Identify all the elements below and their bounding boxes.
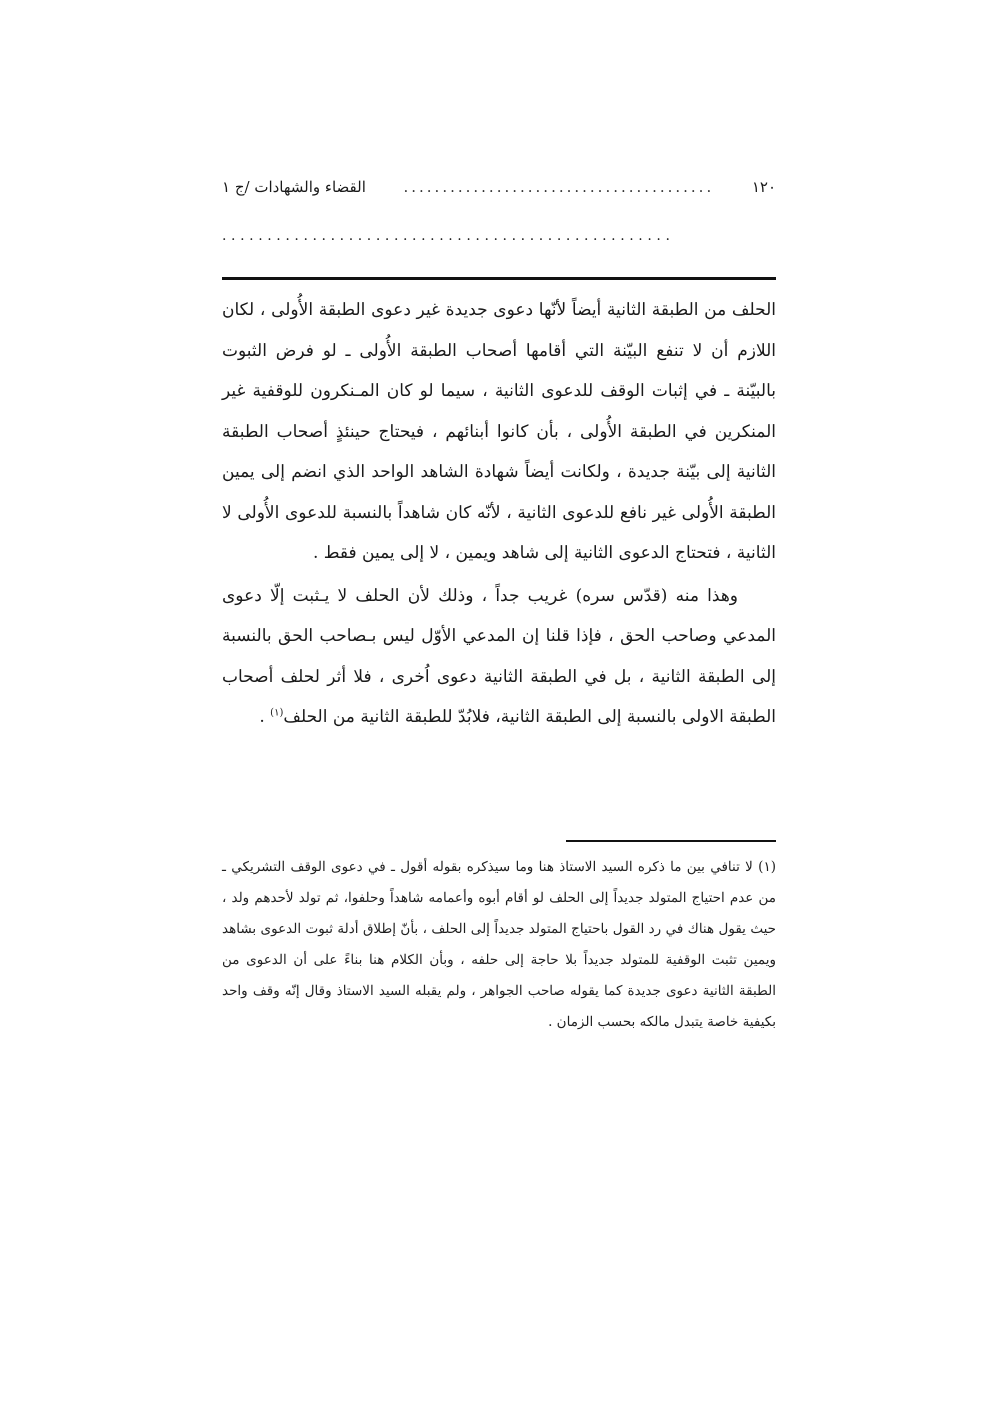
footnote-rule <box>566 840 776 842</box>
footnote-reference: (١) <box>270 707 284 719</box>
paragraph-text: وهذا منه (قدّس سره) غريب جداً ، وذلك لأن الحلف لا يـثبت إلّا دعوى المدعي وصاحب الحق ، فإذا قلنا إن المدعي الأوّل ليس بـصاحب الحق بالنسبة إلى الطبقة الثانية ، بل في الطبقة الثانية دعوى اُخرى ، فلا أثر لحلف أصحاب الطبقة الاولى بالنسبة إلى الطبقة الثانية، فلابُدّ للطبقة الثانية من الحلف <box>222 585 776 727</box>
separator-dots: .................................................. <box>222 228 675 244</box>
main-text <box>222 290 776 738</box>
paragraph-end: . <box>259 707 271 727</box>
page-number: ١٢٠ <box>751 178 776 196</box>
paragraph <box>222 576 776 738</box>
running-header <box>222 174 776 200</box>
footnotes <box>222 852 776 1038</box>
header-leader-dots: ........................................ <box>403 178 715 196</box>
header-rule <box>222 277 776 280</box>
book-title: القضاء والشهادات /ج ١ <box>222 178 366 196</box>
paragraph: الحلف من الطبقة الثانية أيضاً لأنّها دعوى جديدة غير دعوى الطبقة الأُولى ، لكان اللازم أن لا تنفع البيّنة التي أقامها أصحاب الطبقة الأُولى ـ لو فرض الثبوت بالبيّنة ـ في إثبات الوقف للدعوى الثانية ، سيما لو كان المـنكرون للوقفية غير المنكرين في الطبقة الأُولى ، بأن كانوا أبنائهم ، فيحتاج حينئذٍ أصحاب الطبقة الثانية إلى بيّنة جديدة ، ولكانت أيضاً شهادة الشاهد الواحد الذي انضم إلى يمين الطبقة الأُولى غير نافع للدعوى الثانية ، لأنّه كان شاهداً بالنسبة للدعوى الأُولى لا الثانية ، فتحتاج الدعوى الثانية إلى شاهد ويمين ، لا إلى يمين فقط . <box>222 300 777 563</box>
footnote: (١) لا تنافي بين ما ذكره السيد الاستاذ هنا وما سيذكره بقوله أقول ـ في دعوى الوقف التشريكي ـ من عدم احتياج المتولد جديداً إلى الحلف لو أقام أبوه وأعمامه شاهداً وحلفوا، ثم تولد لأحدهم ولد ، حيث يقول هناك في رد القول باحتياج المتولد جديداً إلى الحلف ، بأنّ إطلاق أدلة ثبوت الدعوى بشاهد ويمين تثبت الوقفية للمتولد جديداً بلا حاجة إلى حلفه ، وبأن الكلام هنا بناءً على أن الدعوى من الطبقة الثانية دعوى جديدة كما يقوله صاحب الجواهر ، ولم يقبله السيد الاستاذ وقال إنّه وقف واحد بكيفية خاصة يتبدل مالكه بحسب الزمان . <box>222 859 776 1030</box>
